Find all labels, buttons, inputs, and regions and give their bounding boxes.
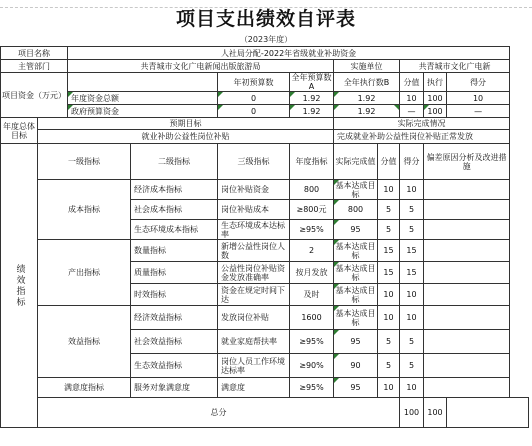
- funds-row-annual[interactable]: 1.92: [290, 105, 334, 118]
- dept-row: [1, 60, 529, 73]
- weight-cell[interactable]: 10: [378, 378, 400, 398]
- goals-planned-header[interactable]: 预期目标: [38, 118, 334, 130]
- l2-cell[interactable]: 生态效益指标: [131, 354, 218, 378]
- funds-header-initial[interactable]: 年初预算数: [218, 73, 290, 92]
- total-weight[interactable]: 100: [400, 398, 424, 428]
- total-row: [1, 398, 529, 428]
- goals-label[interactable]: 年度总体目标: [1, 118, 38, 144]
- goals-actual-header[interactable]: 实际完成情况: [334, 118, 510, 130]
- funds-row-name[interactable]: 政府预算资金: [68, 105, 218, 118]
- l2-cell[interactable]: 质量指标: [131, 262, 218, 284]
- funds-row-score[interactable]: —: [447, 105, 510, 118]
- remark-cell[interactable]: [424, 180, 510, 200]
- target-cell[interactable]: ≥95%: [290, 330, 334, 354]
- weight-cell[interactable]: 5: [378, 330, 400, 354]
- score-cell[interactable]: 10: [400, 378, 424, 398]
- score-cell[interactable]: 15: [400, 262, 424, 284]
- funds-row-rate[interactable]: 100: [424, 105, 447, 118]
- impl-value[interactable]: 共青城市文化广电新: [400, 60, 510, 73]
- l3-cell[interactable]: 就业家庭帮扶率: [218, 330, 290, 354]
- target-cell[interactable]: ≥800元: [290, 200, 334, 220]
- funds-row-weight[interactable]: —: [400, 105, 424, 118]
- l1-cost[interactable]: 成本指标: [38, 180, 131, 240]
- l3-cell[interactable]: 满意度: [218, 378, 290, 398]
- perf-label: 绩效指标: [14, 263, 25, 308]
- evaluation-table: [0, 46, 529, 428]
- indicator-row: [1, 378, 529, 398]
- funds-row: [1, 92, 529, 105]
- funds-blank-header[interactable]: [68, 73, 218, 92]
- project-label[interactable]: 项目名称: [1, 47, 68, 60]
- score-cell[interactable]: 10: [400, 180, 424, 200]
- l3-cell[interactable]: 生态环境成本达标率: [218, 220, 290, 240]
- goals-actual[interactable]: 完成就业补助公益性岗位补贴正常发放: [334, 130, 510, 144]
- target-cell[interactable]: 及时: [290, 284, 334, 306]
- indicator-row: [1, 180, 529, 200]
- goals-row: [1, 130, 529, 144]
- l2-cell[interactable]: 数量指标: [131, 240, 218, 262]
- remark-cell[interactable]: [424, 306, 510, 330]
- funds-header-annual[interactable]: 全年预算数A: [291, 73, 332, 91]
- indicator-row: [1, 240, 529, 262]
- weight-cell[interactable]: 5: [378, 354, 400, 378]
- score-cell[interactable]: 15: [400, 240, 424, 262]
- header-score[interactable]: 得分: [400, 144, 424, 180]
- weight-cell[interactable]: 15: [378, 240, 400, 262]
- l2-cell[interactable]: 社会效益指标: [131, 330, 218, 354]
- funds-row-annual[interactable]: 1.92: [290, 92, 334, 105]
- dept-label[interactable]: 主管部门: [1, 60, 68, 73]
- l3-cell[interactable]: 新增公益性岗位人数: [218, 240, 290, 262]
- l2-cell[interactable]: 生态环境成本指标: [131, 220, 218, 240]
- funds-row-weight[interactable]: 10: [400, 92, 424, 105]
- funds-row-executed[interactable]: 1.92: [334, 105, 400, 118]
- actual-cell[interactable]: 95: [334, 378, 378, 398]
- funds-label[interactable]: 项目资金（万元）: [1, 73, 68, 118]
- score-cell[interactable]: 5: [400, 200, 424, 220]
- report-year: （2023年度）: [239, 35, 293, 44]
- header-l1[interactable]: 一级指标: [38, 144, 131, 180]
- actual-cell[interactable]: 95: [334, 220, 378, 240]
- goals-planned[interactable]: 就业补助公益性岗位补贴: [38, 130, 334, 144]
- weight-cell[interactable]: 15: [378, 262, 400, 284]
- l2-cell[interactable]: 社会成本指标: [131, 200, 218, 220]
- target-cell[interactable]: ≥90%: [290, 354, 334, 378]
- total-label[interactable]: 总分: [38, 398, 400, 428]
- impl-label[interactable]: 实施单位: [334, 60, 400, 73]
- funds-row-rate[interactable]: 100: [424, 92, 447, 105]
- goals-header-row: [1, 118, 529, 130]
- l1-satisfaction[interactable]: 满意度指标: [38, 378, 131, 398]
- remark-cell[interactable]: [424, 240, 510, 262]
- l1-output[interactable]: 产出指标: [38, 240, 131, 306]
- remark-cell[interactable]: [424, 284, 510, 306]
- score-cell[interactable]: 5: [400, 330, 424, 354]
- actual-cell[interactable]: 基本达成目标: [335, 241, 376, 260]
- score-cell[interactable]: 10: [400, 306, 424, 330]
- funds-row-name[interactable]: 年度资金总额: [68, 92, 218, 105]
- header-l2[interactable]: 二级指标: [131, 144, 218, 180]
- total-score[interactable]: 100: [424, 398, 447, 428]
- l3-cell[interactable]: 资金在规定时间下达: [218, 284, 290, 306]
- project-value[interactable]: 人社局分配-2022年省级就业补助资金: [68, 47, 510, 60]
- actual-cell[interactable]: 基本达成目标: [335, 180, 376, 199]
- total-remark[interactable]: [447, 398, 529, 428]
- score-cell[interactable]: 5: [400, 220, 424, 240]
- actual-cell[interactable]: 95: [334, 330, 378, 354]
- actual-cell[interactable]: 基本达成目标: [335, 263, 376, 282]
- actual-cell[interactable]: 800: [334, 200, 378, 220]
- score-cell[interactable]: 10: [400, 284, 424, 306]
- funds-header-rate[interactable]: 执行: [424, 73, 447, 92]
- weight-cell[interactable]: 5: [378, 220, 400, 240]
- target-cell[interactable]: ≥95%: [290, 378, 334, 398]
- target-cell[interactable]: ≥95%: [290, 220, 334, 240]
- weight-cell[interactable]: 10: [378, 306, 400, 330]
- l3-cell[interactable]: 岗位人员工作环境达标率: [218, 354, 290, 378]
- remark-cell[interactable]: [424, 220, 510, 240]
- funds-row-initial[interactable]: 0: [218, 92, 290, 105]
- project-row: [1, 47, 529, 60]
- target-cell[interactable]: 按月发放: [290, 262, 334, 284]
- funds-header-executed[interactable]: 全年执行数B: [334, 73, 400, 92]
- remark-cell[interactable]: [424, 330, 510, 354]
- dept-value[interactable]: 共青城市文化广电新闻出版旅游局: [68, 60, 334, 73]
- remark-cell[interactable]: [424, 262, 510, 284]
- score-cell[interactable]: 5: [400, 354, 424, 378]
- l1-benefit[interactable]: 效益指标: [38, 306, 131, 378]
- funds-header-row: [1, 73, 529, 92]
- l2-cell[interactable]: 经济成本指标: [131, 180, 218, 200]
- header-actual[interactable]: 实际完成值: [334, 144, 378, 180]
- funds-row-executed[interactable]: 1.92: [334, 92, 400, 105]
- funds-row-initial[interactable]: 0: [218, 105, 290, 118]
- remark-cell[interactable]: [424, 378, 510, 398]
- actual-cell[interactable]: 基本达成目标: [334, 306, 378, 330]
- report-title: 项目支出绩效自评表: [175, 8, 356, 30]
- weight-cell[interactable]: 10: [378, 180, 400, 200]
- l3-cell[interactable]: 发放岗位补贴: [218, 306, 290, 330]
- l2-cell[interactable]: 时效指标: [131, 284, 218, 306]
- weight-cell[interactable]: 5: [378, 200, 400, 220]
- target-cell[interactable]: 800: [290, 180, 334, 200]
- actual-cell[interactable]: 90: [334, 354, 378, 378]
- remark-cell[interactable]: [424, 354, 510, 378]
- header-weight[interactable]: 分值: [378, 144, 400, 180]
- actual-cell[interactable]: 基本达成目标: [335, 285, 376, 304]
- l2-cell[interactable]: 服务对象满意度: [131, 378, 218, 398]
- indicator-header-row: [1, 144, 529, 180]
- header-remark[interactable]: 偏差原因分析及改进措施: [424, 144, 510, 180]
- l3-cell[interactable]: 公益性岗位补贴资金发放准确率: [218, 262, 290, 284]
- perf-label-cell[interactable]: [1, 144, 38, 428]
- indicator-row: [1, 306, 529, 330]
- funds-row-score[interactable]: 10: [447, 92, 510, 105]
- funds-header-score[interactable]: 得分: [447, 73, 510, 92]
- funds-row: [1, 105, 529, 118]
- remark-cell[interactable]: [424, 200, 510, 220]
- l3-cell[interactable]: 岗位补贴资金: [218, 180, 290, 200]
- target-cell[interactable]: 1600: [290, 306, 334, 330]
- l2-cell[interactable]: 经济效益指标: [131, 306, 218, 330]
- target-cell[interactable]: 2: [290, 240, 334, 262]
- header-target[interactable]: 年度指标: [290, 144, 334, 180]
- weight-cell[interactable]: 10: [378, 284, 400, 306]
- l3-cell[interactable]: 岗位补贴成本: [218, 200, 290, 220]
- header-l3[interactable]: 三级指标: [218, 144, 290, 180]
- funds-header-weight[interactable]: 分值: [400, 73, 424, 92]
